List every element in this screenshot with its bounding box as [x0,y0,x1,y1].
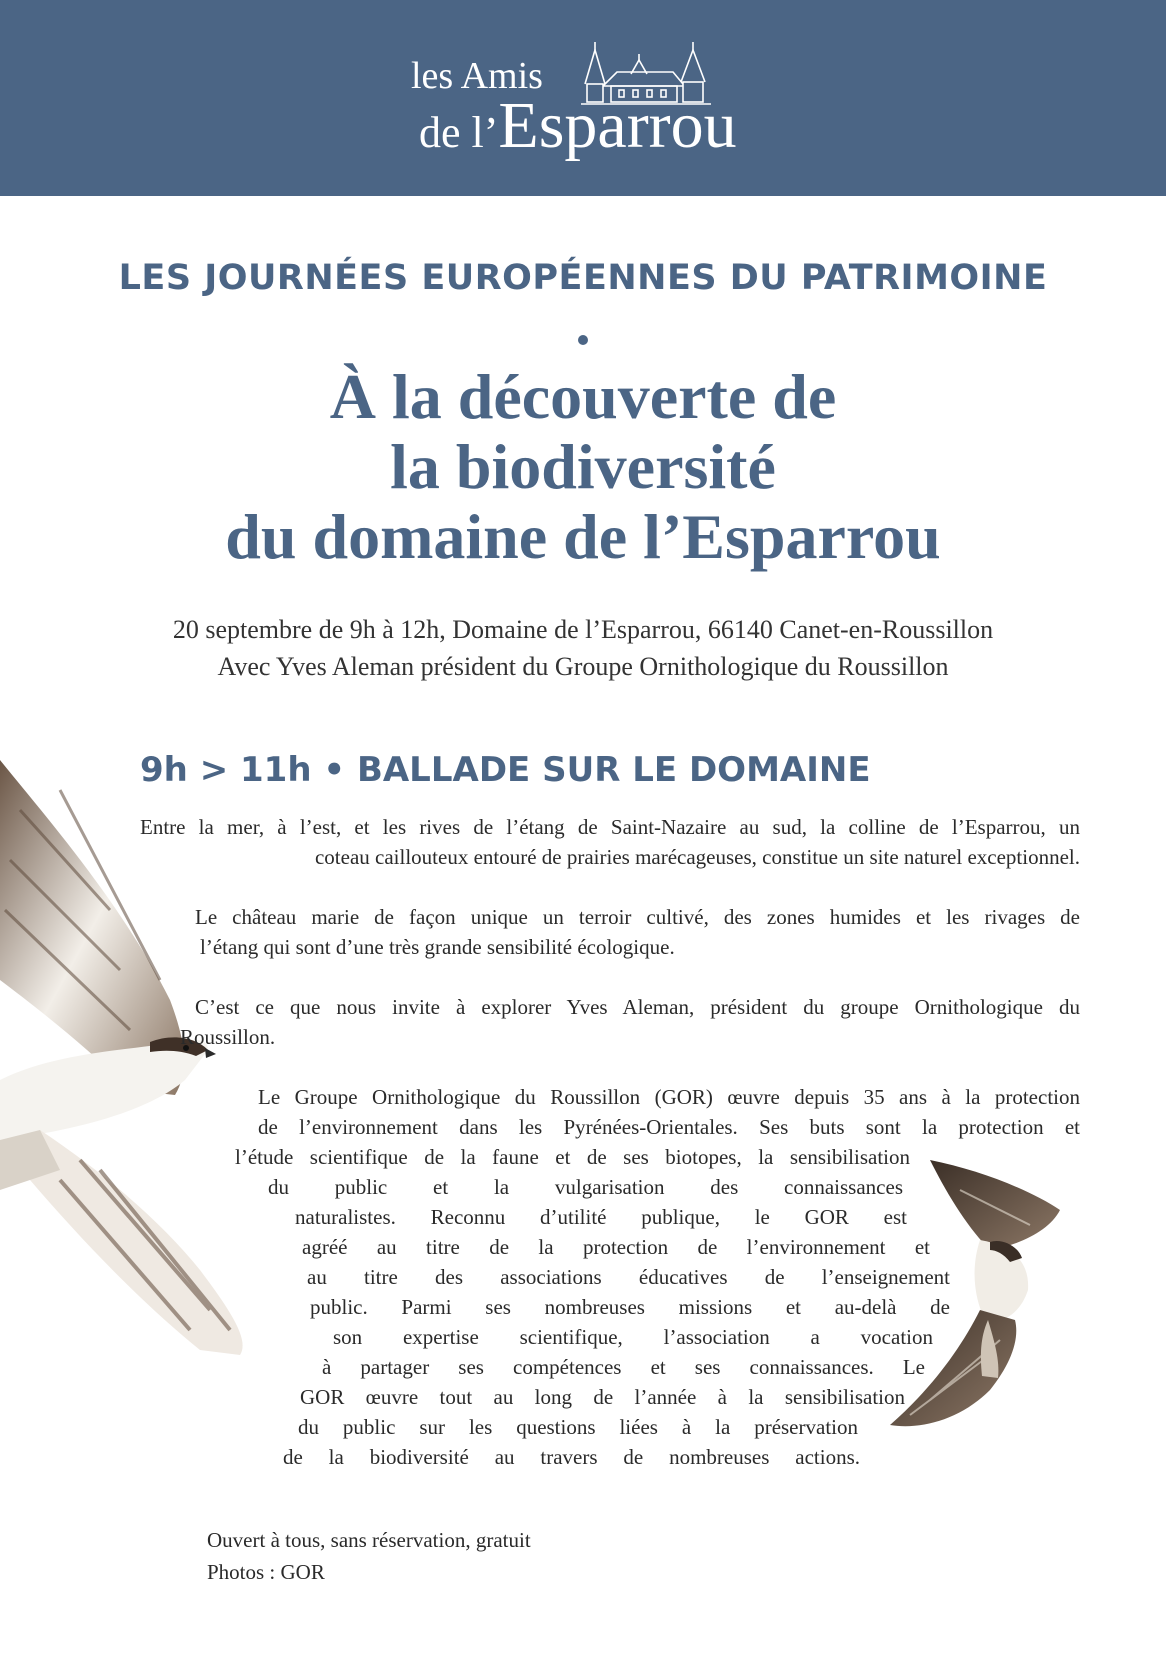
paragraph-line: Le Groupe Ornithologique du Roussillon (GOR) œuvre depuis 35 ans à la protection [258,1085,1080,1109]
logo-text-line1: les Amis [411,55,543,97]
paragraph-line: naturalistes. Reconnu d’utilité publique, le GOR est [295,1205,907,1229]
event-kicker: LES JOURNÉES EUROPÉENNES DU PATRIMOINE [118,258,1048,298]
paragraph-line: Le château marie de façon unique un terroir cultivé, des zones humides et les rivages de [195,905,1080,929]
header-band [0,0,1166,196]
event-title [0,362,1166,572]
paragraph-line: de la biodiversité au travers de nombreuses actions. [283,1445,860,1469]
paragraph-line: GOR œuvre tout au long de l’année à la sensibilisation [300,1385,905,1409]
logo-text-name: Esparrou [498,89,737,162]
logo-text-prefix: de l’ [419,108,499,157]
paragraph-line: Roussillon. [180,1025,276,1049]
access-note: Ouvert à tous, sans réservation, gratuit [207,1528,531,1552]
paragraph-line: C’est ce que nous invite à explorer Yves Aleman, président du groupe Ornithologique du [195,995,1080,1019]
paragraph-line: à partager ses compétences et ses connaissances. Le [322,1355,925,1379]
section-title: 9h > 11h • BALLADE SUR LE DOMAINE [140,750,871,790]
association-logo [395,38,775,168]
event-guide: Avec Yves Aleman président du Groupe Ornithologique du Roussillon [217,652,949,681]
paragraph-line: public. Parmi ses nombreuses missions et au-delà de [310,1295,950,1319]
paragraph-line: son expertise scientifique, l’association a vocation [333,1325,933,1349]
paragraph-line: du public et la vulgarisation des connaissances [268,1175,903,1199]
title-line: la biodiversité [390,431,776,502]
paragraph-line: agréé au titre de la protection de l’environnement et [302,1235,930,1259]
paragraph-line: Entre la mer, à l’est, et les rives de l’étang de Saint-Nazaire au sud, la colline de l’Esparrou, un [140,815,1080,839]
logo-text-line2 [419,89,737,163]
title-line: À la découverte de [329,361,837,432]
title-line: du domaine de l’Esparrou [225,501,941,572]
paragraph-line: au titre des associations éducatives de l’enseignement [307,1265,950,1289]
paragraph-line: de l’environnement dans les Pyrénées-Orientales. Ses buts sont la protection et [258,1115,1080,1139]
photo-credits: Photos : GOR [207,1560,325,1584]
paragraph-line: du public sur les questions liées à la préservation [298,1415,858,1439]
event-details: 20 septembre de 9h à 12h, Domaine de l’Esparrou, 66140 Canet-en-Roussillon [172,615,994,644]
paragraph-line: l’étude scientifique de la faune et de ses biotopes, la sensibilisation [235,1145,910,1169]
paragraph-line: l’étang qui sont d’une très grande sensibilité écologique. [200,935,675,959]
paragraph-line: coteau caillouteux entouré de prairies marécageuses, constitue un site naturel exceptionnel. [314,845,1080,869]
separator-dot [578,335,588,345]
